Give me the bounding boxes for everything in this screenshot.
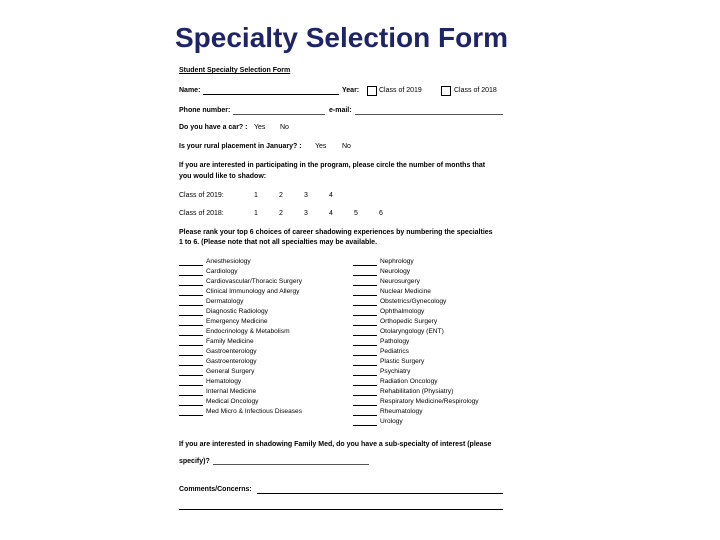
family-med-question-line1: If you are interested in shadowing Family Med, do you have a sub-specialty of interest (please bbox=[179, 441, 492, 448]
specialty-row[interactable]: Otolaryngology (ENT) bbox=[353, 327, 444, 336]
months-2019-option[interactable]: 2 bbox=[279, 192, 283, 199]
class-2018-label: Class of 2018 bbox=[454, 87, 497, 94]
months-2018-option[interactable]: 3 bbox=[304, 210, 308, 217]
car-no-option[interactable]: No bbox=[280, 124, 289, 131]
months-instruction-line1: If you are interested in participating in the program, please circle the number of months that bbox=[179, 162, 486, 169]
specialty-row[interactable]: Endocrinology & Metabolism bbox=[179, 327, 290, 336]
comments-field[interactable] bbox=[257, 493, 503, 494]
class-2019-label: Class of 2019 bbox=[379, 87, 422, 94]
name-field[interactable] bbox=[203, 94, 339, 95]
months-2018-option[interactable]: 1 bbox=[254, 210, 258, 217]
months-2019-option[interactable]: 3 bbox=[304, 192, 308, 199]
specialty-row[interactable]: Pediatrics bbox=[353, 347, 409, 356]
specialty-row[interactable]: Cardiovascular/Thoracic Surgery bbox=[179, 277, 302, 286]
specialty-row[interactable]: Rehabilitation (Physiatry) bbox=[353, 387, 453, 396]
family-med-subspecialty-field[interactable] bbox=[213, 464, 369, 465]
rural-question: Is your rural placement in January? : bbox=[179, 143, 302, 150]
comments-label: Comments/Concerns: bbox=[179, 486, 252, 493]
specialty-row[interactable]: Plastic Surgery bbox=[353, 357, 424, 366]
email-field[interactable] bbox=[355, 114, 503, 115]
phone-field[interactable] bbox=[233, 114, 325, 115]
specialty-row[interactable]: Cardiology bbox=[179, 267, 238, 276]
specialty-row[interactable]: Orthopedic Surgery bbox=[353, 317, 437, 326]
specialty-row[interactable]: Radiation Oncology bbox=[353, 377, 438, 386]
months-2018-option[interactable]: 6 bbox=[379, 210, 383, 217]
rank-instruction-line1: Please rank your top 6 choices of career shadowing experiences by numbering the specialties bbox=[179, 229, 493, 236]
email-label: e-mail: bbox=[329, 107, 352, 114]
class-2018-checkbox[interactable] bbox=[441, 86, 451, 96]
specialty-row[interactable]: Obstetrics/Gynecology bbox=[353, 297, 446, 306]
year-label: Year: bbox=[342, 87, 360, 94]
specialty-row[interactable]: Rheumatology bbox=[353, 407, 423, 416]
specialty-row[interactable]: Nuclear Medicine bbox=[353, 287, 431, 296]
specialty-row[interactable]: Neurology bbox=[353, 267, 410, 276]
months-2019-option[interactable]: 4 bbox=[329, 192, 333, 199]
months-2019-label: Class of 2019: bbox=[179, 192, 224, 199]
specialty-row[interactable]: Psychiatry bbox=[353, 367, 410, 376]
specialty-row[interactable]: Medical Oncology bbox=[179, 397, 258, 406]
specialty-row[interactable]: Nephrology bbox=[353, 257, 414, 266]
months-2018-option[interactable]: 4 bbox=[329, 210, 333, 217]
months-2018-option[interactable]: 5 bbox=[354, 210, 358, 217]
slide-title: Specialty Selection Form bbox=[175, 22, 508, 53]
car-yes-option[interactable]: Yes bbox=[254, 124, 266, 131]
specialty-row[interactable]: Gastroenterology bbox=[179, 347, 257, 356]
months-2018-option[interactable]: 2 bbox=[279, 210, 283, 217]
family-med-question-line2: specify)? bbox=[179, 458, 210, 465]
specialty-row[interactable]: Gastroenterology bbox=[179, 357, 257, 366]
rural-no-option[interactable]: No bbox=[342, 143, 351, 150]
specialty-row[interactable]: Neurosurgery bbox=[353, 277, 420, 286]
comments-field-line2[interactable] bbox=[179, 509, 503, 510]
name-label: Name: bbox=[179, 87, 201, 94]
phone-label: Phone number: bbox=[179, 107, 231, 114]
specialty-row[interactable]: Respiratory Medicine/Respirology bbox=[353, 397, 479, 406]
specialty-row[interactable]: Ophthalmology bbox=[353, 307, 424, 316]
specialty-row[interactable]: Emergency Medicine bbox=[179, 317, 268, 326]
specialty-row[interactable]: Anesthesiology bbox=[179, 257, 251, 266]
specialty-row[interactable]: Urology bbox=[353, 417, 403, 426]
rural-yes-option[interactable]: Yes bbox=[315, 143, 327, 150]
car-question: Do you have a car? : bbox=[179, 124, 248, 131]
rank-instruction-line2: 1 to 6. (Please note that not all specialties may be available. bbox=[179, 239, 378, 246]
specialty-row[interactable]: Med Micro & Infectious Diseases bbox=[179, 407, 302, 416]
form-heading: Student Specialty Selection Form bbox=[179, 67, 291, 74]
specialty-row[interactable]: General Surgery bbox=[179, 367, 254, 376]
specialty-row[interactable]: Family Medicine bbox=[179, 337, 254, 346]
specialty-row[interactable]: Pathology bbox=[353, 337, 409, 346]
specialty-row[interactable]: Internal Medicine bbox=[179, 387, 256, 396]
months-2018-label: Class of 2018: bbox=[179, 210, 224, 217]
specialty-row[interactable]: Hematology bbox=[179, 377, 241, 386]
class-2019-checkbox[interactable] bbox=[367, 86, 377, 96]
specialty-row[interactable]: Diagnostic Radiology bbox=[179, 307, 268, 316]
months-2019-option[interactable]: 1 bbox=[254, 192, 258, 199]
specialty-row[interactable]: Dermatology bbox=[179, 297, 243, 306]
months-instruction-line2: you would like to shadow: bbox=[179, 173, 267, 180]
specialty-row[interactable]: Clinical Immunology and Allergy bbox=[179, 287, 299, 296]
